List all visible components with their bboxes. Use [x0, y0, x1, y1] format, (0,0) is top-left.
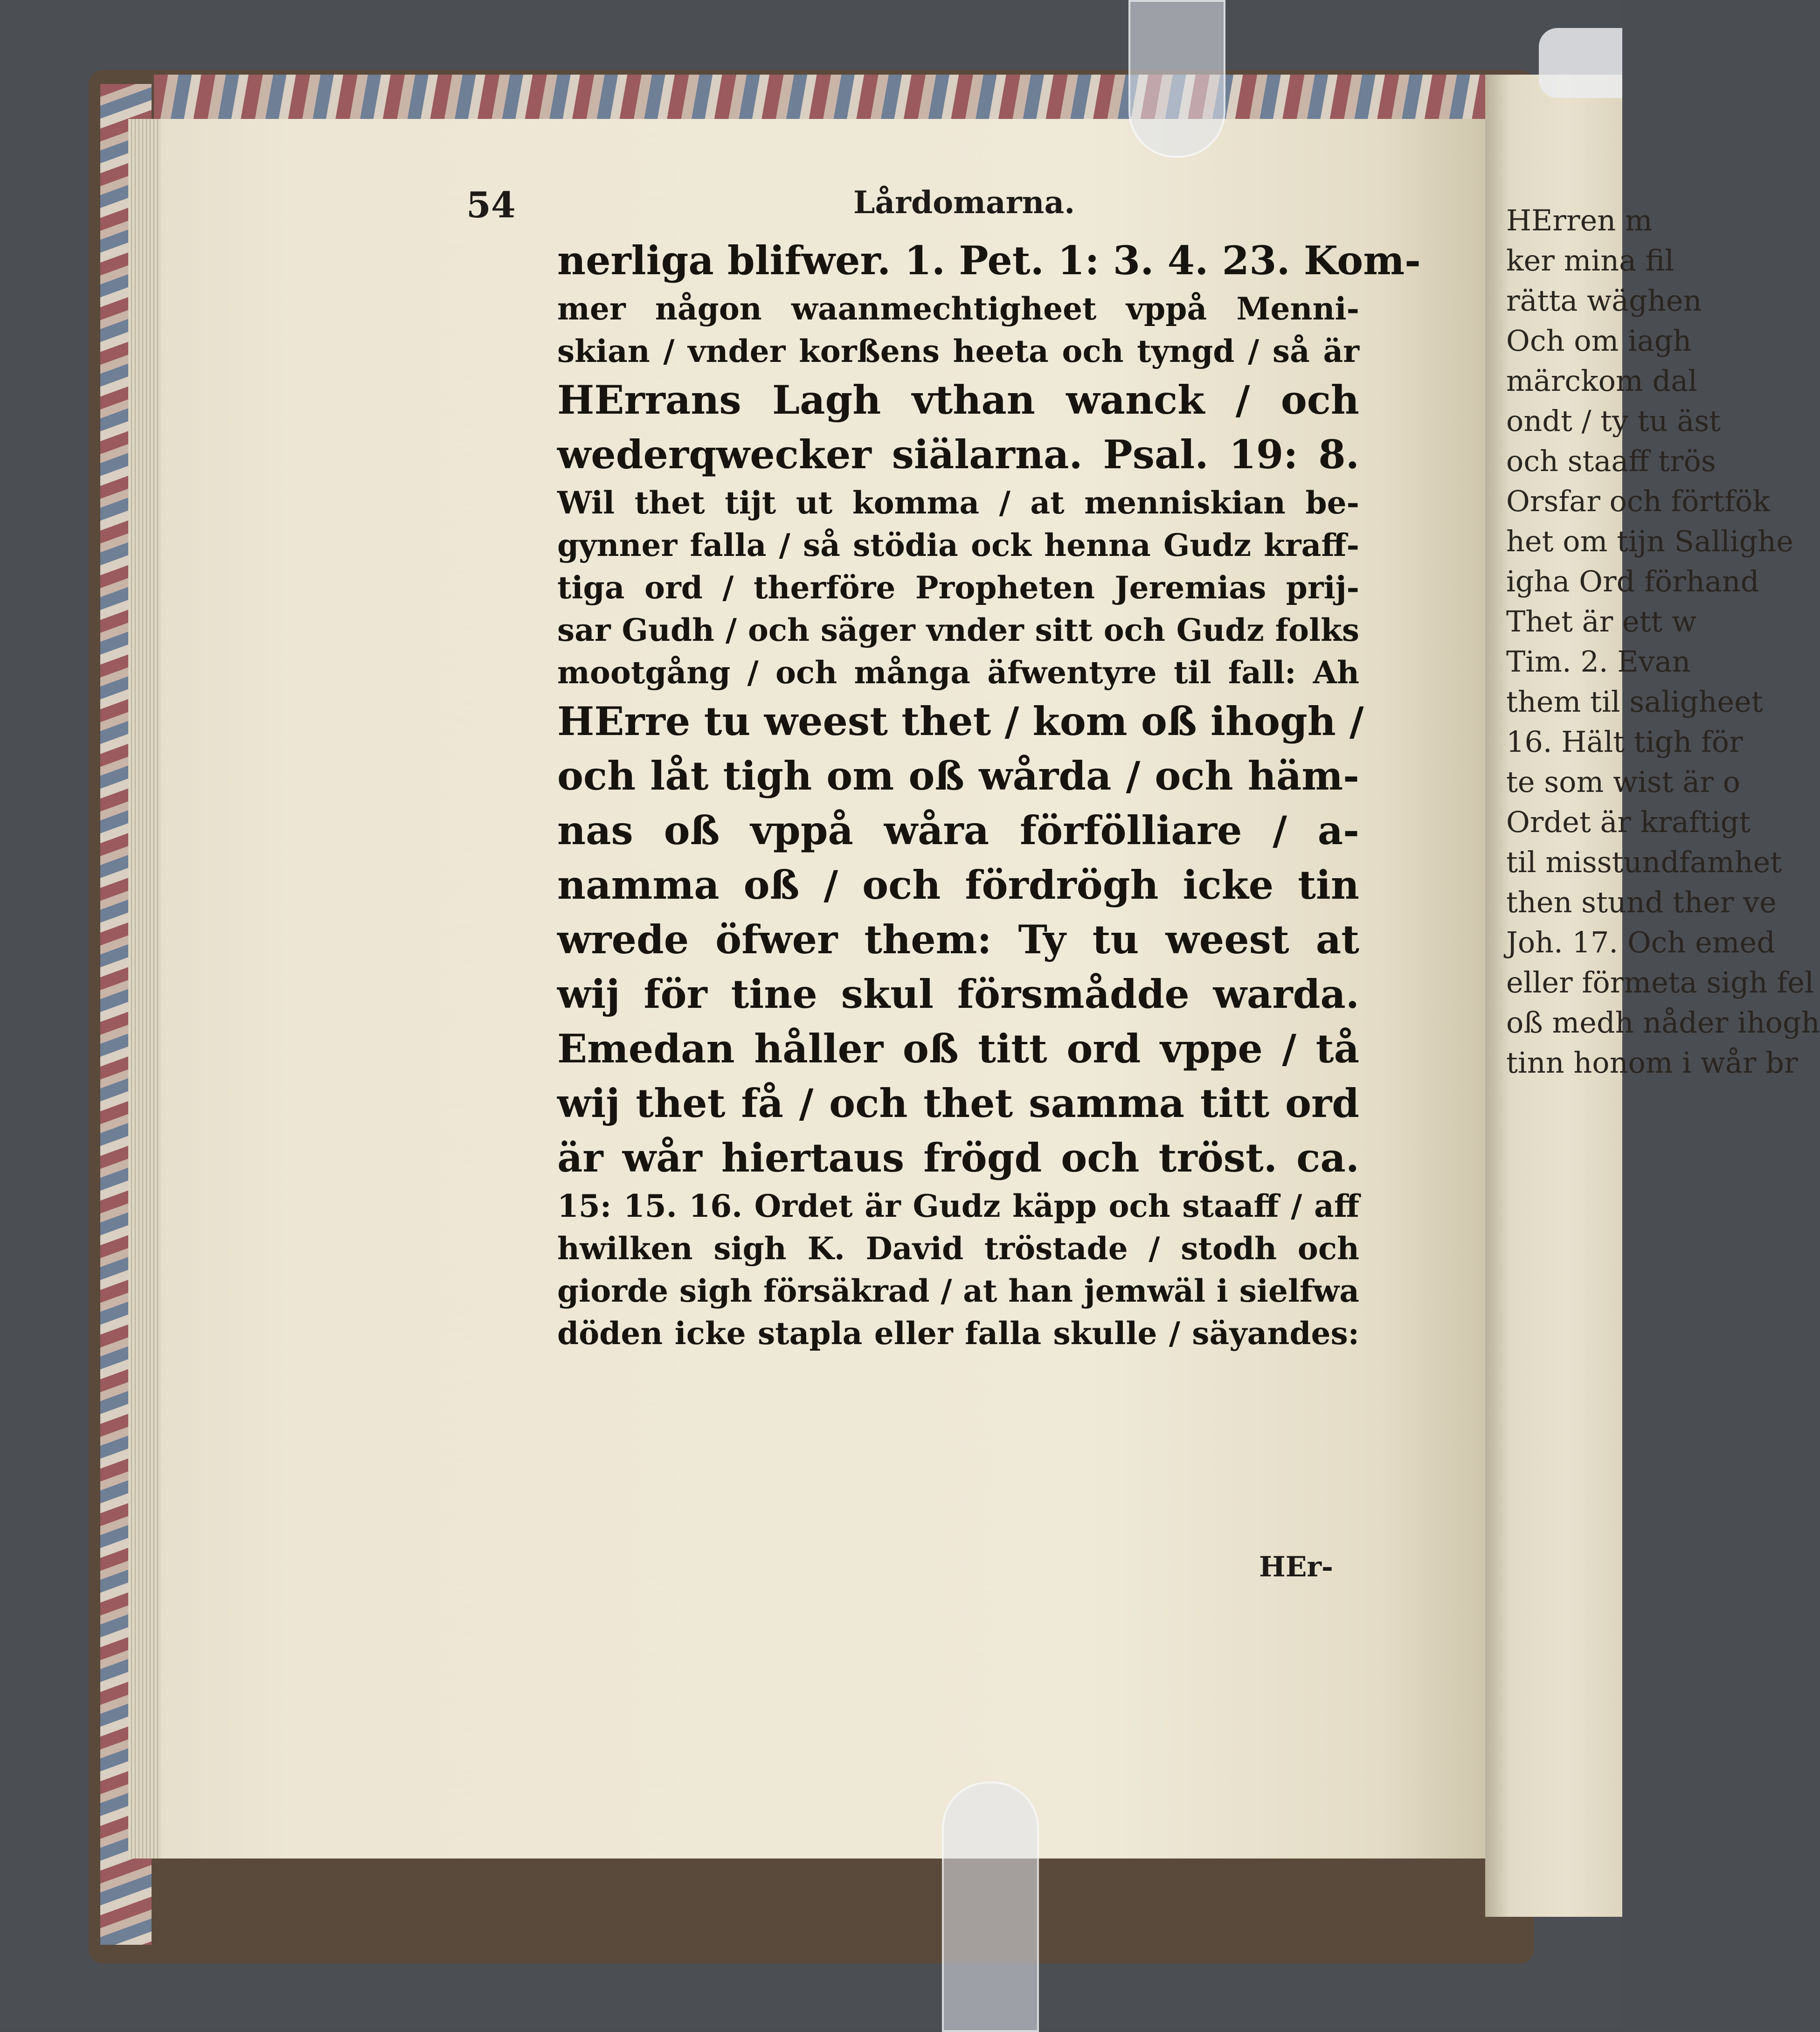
- text-line: HErre tu weest thet / kom oß ihogh /: [557, 698, 1364, 744]
- page-clip-top: [1128, 0, 1225, 158]
- facing-line: oß medh nåder ihogh: [1506, 1006, 1820, 1040]
- facing-line: het om tijn Sallighe: [1506, 524, 1793, 558]
- text-line: namma oß / och fördrögh icke tin: [557, 862, 1359, 908]
- text-line: hwilken sigh K. David tröstade / stodh och: [557, 1230, 1359, 1267]
- text-line: wederqwecker siälarna. Psal. 19: 8.: [557, 431, 1359, 478]
- text-line: 15: 15. 16. Ordet är Gudz käpp och staaff / aff: [557, 1188, 1359, 1224]
- text-line: sar Gudh / och säger vnder sitt och Gudz folks: [557, 612, 1359, 648]
- facing-line: HErren m: [1506, 203, 1653, 237]
- facing-line: eller förmeta sigh fel: [1506, 965, 1814, 999]
- text-line: och låt tigh om oß wårda / och häm-: [557, 753, 1359, 799]
- text-line: giorde sigh försäkrad / at han jemwäl i sielfwa: [557, 1273, 1359, 1309]
- facing-line: igha Ord förhand: [1506, 564, 1759, 598]
- page-clip-right: [1539, 28, 1622, 98]
- catchword: HEr-: [1259, 1551, 1333, 1583]
- marbled-endpaper-top: [154, 75, 1506, 126]
- text-line: wrede öfwer them: Ty tu weest at: [557, 916, 1359, 963]
- text-line: skian / vnder korßens heeta och tyngd / så är: [557, 333, 1359, 369]
- facing-line: ondt / ty tu äst: [1506, 404, 1721, 438]
- facing-line: rätta wäghen: [1506, 284, 1702, 318]
- body-text: [557, 233, 1421, 1355]
- text-line: wij thet få / och thet samma titt ord: [557, 1080, 1359, 1126]
- text-line: Emedan håller oß titt ord vppe / tå: [557, 1026, 1359, 1072]
- text-line: Wil thet tijt ut komma / at menniskian be-: [557, 485, 1359, 521]
- facing-line: märckom dal: [1506, 364, 1697, 398]
- facing-line: 16. Hält tigh för: [1506, 725, 1743, 759]
- facing-line: Och om iagh: [1506, 324, 1692, 358]
- facing-line: tinn honom i wår br: [1506, 1046, 1798, 1080]
- text-line: nerliga blifwer. 1. Pet. 1: 3. 4. 23. Kom-: [557, 237, 1421, 284]
- facing-line: och staaff trös: [1506, 444, 1716, 478]
- facing-line: Joh. 17. Och emed: [1506, 925, 1775, 959]
- facing-line: Ordet är kraftigt: [1506, 805, 1751, 839]
- text-line: mer någon waanmechtigheet vppå Menni-: [557, 291, 1359, 327]
- facing-line: til misstundfamhet: [1506, 845, 1782, 879]
- running-title: Lårdomarna.: [853, 184, 1075, 221]
- text-line: döden icke stapla eller falla skulle / säyandes:: [557, 1315, 1359, 1352]
- page-edges: [128, 119, 166, 1859]
- text-line: HErrans Lagh vthan wanck / och: [557, 377, 1359, 423]
- text-line: wij för tine skul försmådde warda.: [557, 971, 1359, 1017]
- facing-page-text: [1506, 201, 1820, 1083]
- text-line: gynner falla / så stödia ock henna Gudz kraff-: [557, 527, 1359, 563]
- text-line: nas oß vppå wåra förfölliare / a-: [557, 807, 1359, 853]
- facing-line: ker mina fil: [1506, 243, 1675, 277]
- text-line: är wår hiertaus frögd och tröst. ca.: [557, 1135, 1359, 1181]
- facing-line: Thet är ett w: [1506, 604, 1697, 638]
- facing-line: them til saligheet: [1506, 685, 1763, 719]
- page-clip-bottom: [942, 1782, 1039, 2032]
- facing-line: then stund ther ve: [1506, 885, 1777, 919]
- text-line: tiga ord / therföre Propheten Jeremias prij-: [557, 569, 1359, 606]
- page-header: [466, 184, 1399, 226]
- page-number: 54: [466, 184, 516, 226]
- facing-line: te som wist är o: [1506, 765, 1740, 799]
- facing-line: Orsfar och förtfök: [1506, 484, 1770, 518]
- facing-line: Tim. 2. Evan: [1506, 645, 1691, 679]
- text-line: mootgång / och många äfwentyre til fall: Ah: [557, 654, 1359, 691]
